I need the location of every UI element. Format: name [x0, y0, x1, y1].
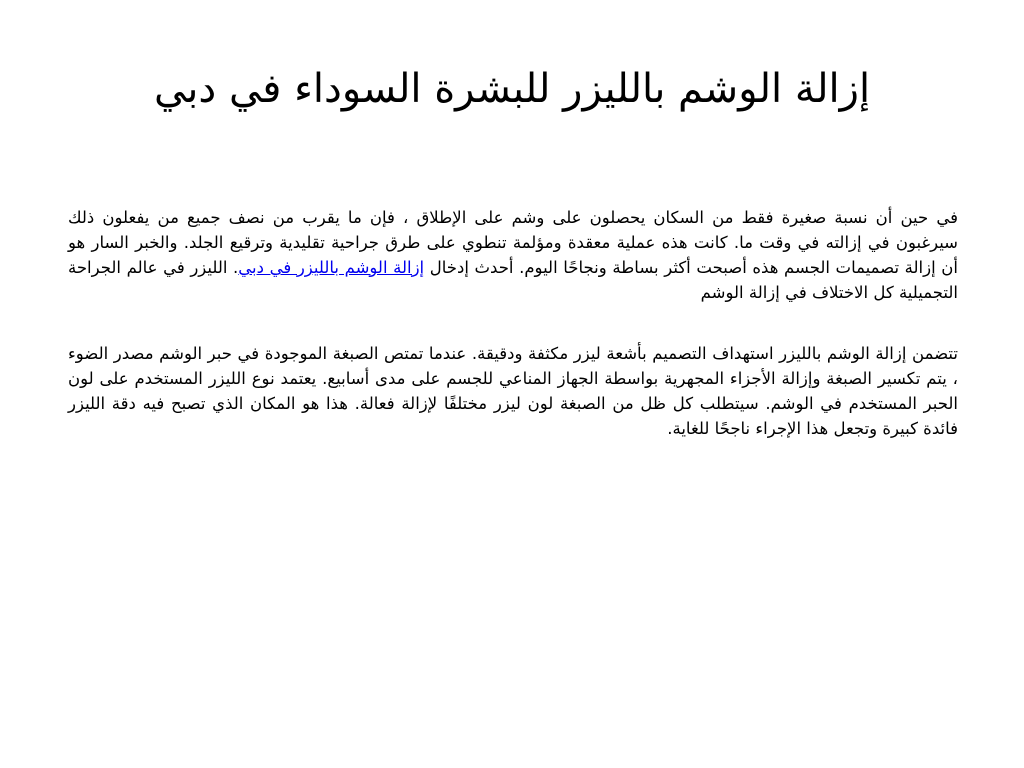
paragraph-process: تتضمن إزالة الوشم بالليزر استهداف التصميم بأشعة ليزر مكثفة ودقيقة. عندما تمتص الصبغة الموجودة في حبر الوشم مصدر الضوء ، يتم تكسير الصبغة وإزالة الأجزاء المجهرية بواسطة الجهاز المناعي للجسم على مدى أسابيع. يعتمد نوع الليزر المستخدم على لون الحبر المستخدم في الوشم. سيتطلب كل ظل من الصبغة لون ليزر مختلفًا لإزالة فعالة. هذا هو المكان الذي تصبح فيه دقة الليزر فائدة كبيرة وتجعل هذا الإجراء ناجحًا للغاية. [68, 344, 958, 438]
paragraph-intro [68, 205, 958, 305]
paragraph-intro-text-before-link: في حين أن نسبة صغيرة فقط من السكان يحصلون على وشم على الإطلاق ، فإن ما يقرب من نصف جميع من يفعلون ذلك سيرغبون في إزالته في وقت ما. كانت هذه عملية معقدة ومؤلمة تنطوي على طرق جراحية تقليدية وترقيع الجلد. والخبر السار هو أن إزالة تصميمات الجسم هذه أصبحت أكثر بساطة ونجاحًا اليوم. أحدث إدخال [68, 208, 958, 277]
slide-title: إزالة الوشم بالليزر للبشرة السوداء في دبي [153, 66, 871, 112]
laser-tattoo-removal-link[interactable]: إزالة الوشم بالليزر في دبي [238, 258, 425, 277]
paragraph-intro-text-after-link: . الليزر في عالم الجراحة التجميلية كل الاختلاف في إزالة الوشم [68, 258, 958, 302]
slide-body [68, 205, 958, 477]
